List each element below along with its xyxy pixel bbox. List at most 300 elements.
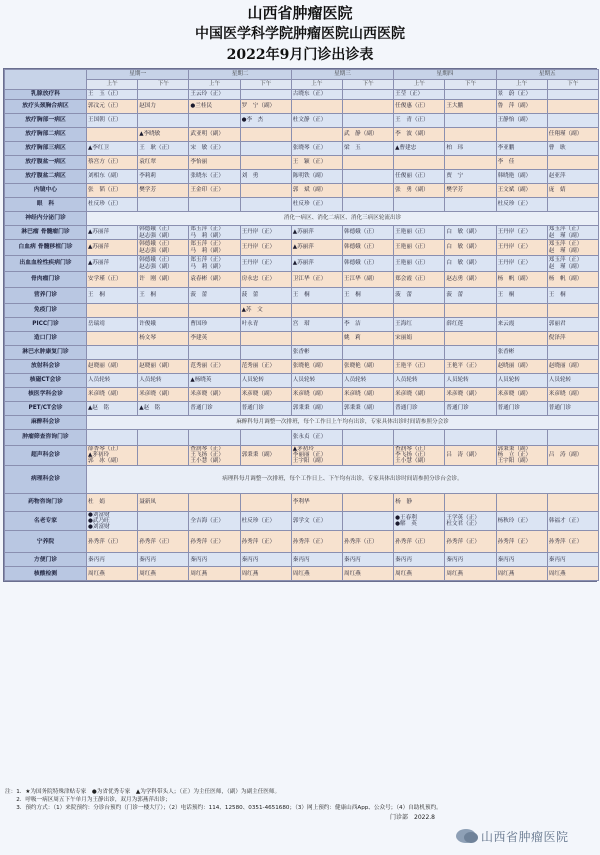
doctor-cell: 秦丙丙 — [189, 553, 240, 567]
doctor-cell — [394, 346, 445, 360]
doctor-cell: ▲赵 铭 — [138, 402, 189, 416]
doctor-cell: 米彦晓（副） — [291, 388, 342, 402]
doctor-cell: 郭 斌（副） — [291, 184, 342, 198]
half-header: 下午 — [240, 80, 291, 90]
doctor-cell: 赵亚萍 — [547, 170, 598, 184]
doctor-cell: 韩德娥（正） — [342, 240, 393, 256]
doctor-cell: 张香彬 — [291, 346, 342, 360]
doctor-cell — [240, 142, 291, 156]
doctor-cell: 张香彬 — [496, 346, 547, 360]
doctor-cell — [445, 430, 496, 446]
doctor-cell: 宫 瑁 — [291, 318, 342, 332]
doctor-cell: 赵晓丽（副） — [87, 360, 138, 374]
doctor-cell: 来云霞 — [496, 318, 547, 332]
wechat-badge — [456, 823, 596, 849]
doctor-cell: 王 耿（正） — [138, 142, 189, 156]
doctor-cell: 王静怡（副） — [496, 114, 547, 128]
doctor-cell: 杜反珍（正） — [87, 198, 138, 212]
doctor-cell: 李利华 — [291, 493, 342, 511]
doctor-cell: ▲苏丽萍 — [291, 256, 342, 272]
schedule-row — [5, 304, 599, 318]
doctor-cell: 杨秋玲（正） — [496, 511, 547, 531]
doctor-cell: 蔡宫方（正） — [87, 156, 138, 170]
schedule-row — [5, 511, 599, 531]
doctor-cell: 王艳丽（正） — [394, 226, 445, 240]
doctor-cell: 菠 蕾 — [189, 288, 240, 304]
doctor-cell: 王学英（正） 杜文君（正） — [445, 511, 496, 531]
doctor-cell — [445, 114, 496, 128]
doctor-cell — [291, 100, 342, 114]
department-name: 名老专家 — [5, 511, 87, 531]
half-header: 上午 — [189, 80, 240, 90]
doctor-cell — [240, 346, 291, 360]
doctor-cell: 秦丙丙 — [547, 553, 598, 567]
doctor-cell: 秦丙丙 — [240, 553, 291, 567]
footnote-line: 2．呼吸一病区周五下午单月为王静出诊，双月为郭燕萍出诊； — [5, 797, 171, 803]
doctor-cell: 吕 涛（副） — [547, 446, 598, 466]
doctor-cell — [138, 114, 189, 128]
doctor-cell: ▲苏丽萍 — [291, 240, 342, 256]
doctor-cell — [189, 304, 240, 318]
doctor-cell — [394, 198, 445, 212]
doctor-cell: 人员轮转 — [394, 374, 445, 388]
department-name: 核酸检测 — [5, 567, 87, 581]
department-name: 淋巴瘤 骨髓瘤门诊 — [5, 226, 87, 240]
doctor-cell — [189, 430, 240, 446]
doctor-cell — [138, 198, 189, 212]
doctor-cell: 张 韬（正） — [87, 184, 138, 198]
doctor-cell: 周红燕 — [87, 567, 138, 581]
doctor-cell: 王 桐 — [547, 288, 598, 304]
doctor-cell — [240, 128, 291, 142]
half-header: 下午 — [342, 80, 393, 90]
doctor-cell: 人员轮转 — [138, 374, 189, 388]
signature: 门诊部 2022.8 — [390, 814, 435, 821]
doctor-cell: 全吉海（正） — [189, 511, 240, 531]
doctor-cell: 薛杏琴（正） ▲茅初玲 郭 冰（副） — [87, 446, 138, 466]
doctor-cell: 孙秀萍（正） — [87, 531, 138, 553]
department-name: 白血病 骨髓移植门诊 — [5, 240, 87, 256]
doctor-cell: 张晓东（正） — [189, 170, 240, 184]
doctor-cell — [445, 128, 496, 142]
department-name: 放疗胸部三病区 — [5, 142, 87, 156]
doctor-cell: ●兰桂民 — [189, 100, 240, 114]
doctor-cell — [394, 430, 445, 446]
schedule-row — [5, 156, 599, 170]
schedule-title: 2022年9月门诊出诊表 — [226, 47, 374, 63]
schedule-row — [5, 318, 599, 332]
doctor-cell: 王 桐 — [291, 288, 342, 304]
doctor-cell: 庞 婧 — [547, 184, 598, 198]
half-day-header-row — [5, 80, 599, 90]
doctor-cell: 安学瑾（正） — [87, 272, 138, 288]
schedule-row — [5, 184, 599, 198]
doctor-cell: 刘 勇 — [240, 170, 291, 184]
doctor-cell: 王丹岸（正） — [240, 226, 291, 240]
weekday-header: 星期四 — [394, 70, 496, 80]
doctor-cell: ●刘富财 ●武乃旺 ●刘富财 — [87, 511, 138, 531]
doctor-cell: 孙秀萍（正） — [189, 531, 240, 553]
department-name: 营养门诊 — [5, 288, 87, 304]
half-header: 下午 — [445, 80, 496, 90]
doctor-cell — [240, 430, 291, 446]
doctor-cell: 周红燕 — [342, 567, 393, 581]
doctor-cell: 孙秀萍（正） — [342, 531, 393, 553]
doctor-cell: 倪泽萍 — [547, 332, 598, 346]
doctor-cell: 刘相东（副） — [87, 170, 138, 184]
doctor-cell: 王艳丽（正） — [394, 256, 445, 272]
department-name: 核磁CT会诊 — [5, 374, 87, 388]
doctor-cell: 人员轮转 — [291, 374, 342, 388]
half-header: 下午 — [138, 80, 189, 90]
doctor-cell — [87, 346, 138, 360]
schedule-row — [5, 288, 599, 304]
schedule-row — [5, 256, 599, 272]
doctor-cell — [189, 198, 240, 212]
weekday-header-row — [5, 70, 599, 80]
department-name: 放疗腹盆二病区 — [5, 170, 87, 184]
doctor-cell — [240, 332, 291, 346]
doctor-cell: 任翔瑾（副） — [547, 128, 598, 142]
doctor-cell: 米彦晓（副） — [240, 388, 291, 402]
doctor-cell — [240, 90, 291, 100]
doctor-cell — [189, 493, 240, 511]
doctor-cell: 樊学芳 — [445, 184, 496, 198]
schedule-row — [5, 360, 599, 374]
doctor-cell — [138, 511, 189, 531]
half-header: 上午 — [87, 80, 138, 90]
doctor-cell: 任俊丽（正） — [394, 170, 445, 184]
department-name: 骨肉瘤门诊 — [5, 272, 87, 288]
doctor-cell: 贾 宁 — [445, 170, 496, 184]
weekday-header: 星期五 — [496, 70, 598, 80]
doctor-cell: ▲苏 文 — [240, 304, 291, 318]
doctor-cell: 普通门诊 — [189, 402, 240, 416]
doctor-cell: 景 蔚（正） — [496, 90, 547, 100]
doctor-cell: 杨 帆（副） — [547, 272, 598, 288]
doctor-cell — [342, 184, 393, 198]
doctor-cell — [138, 304, 189, 318]
doctor-cell — [547, 100, 598, 114]
schedule-row — [5, 402, 599, 416]
doctor-cell: 人员轮转 — [547, 374, 598, 388]
doctor-cell — [189, 346, 240, 360]
doctor-cell: 韩福才（正） — [547, 511, 598, 531]
doctor-cell: ▲杨晓英 — [189, 374, 240, 388]
schedule-row — [5, 226, 599, 240]
schedule-row — [5, 388, 599, 402]
doctor-cell: ●李 杰 — [240, 114, 291, 128]
doctor-cell: 周红燕 — [138, 567, 189, 581]
department-name: 药物咨询门诊 — [5, 493, 87, 511]
doctor-cell: 菠 蕾 — [445, 288, 496, 304]
merged-note-cell: 消化一病区、消化二病区、消化三病区轮流出诊 — [87, 212, 599, 226]
doctor-cell — [496, 304, 547, 318]
doctor-cell — [342, 170, 393, 184]
doctor-cell: 李怡丽 — [189, 156, 240, 170]
doctor-cell: 王丹岸（正） — [496, 226, 547, 240]
doctor-cell: ●王春利 ●解 英 — [394, 511, 445, 531]
doctor-cell: 王莹（正） — [394, 90, 445, 100]
doctor-cell: 人员轮转 — [87, 374, 138, 388]
schedule-row — [5, 100, 599, 114]
doctor-cell: 郭丽君 — [547, 318, 598, 332]
department-name: 放疗腹盆一病区 — [5, 156, 87, 170]
doctor-cell: 赵晓丽（副） — [547, 360, 598, 374]
doctor-cell — [342, 511, 393, 531]
doctor-cell: 普通门诊 — [240, 402, 291, 416]
department-name: 核医学科会诊 — [5, 388, 87, 402]
doctor-cell — [445, 198, 496, 212]
schedule-row — [5, 446, 599, 466]
doctor-cell: 周红燕 — [496, 567, 547, 581]
doctor-cell: 郭秉秉（副） — [342, 402, 393, 416]
hospital-full-name: 中国医学科学院肿瘤医院山西医院 — [195, 26, 405, 42]
doctor-cell: 米彦晓（副） — [138, 388, 189, 402]
doctor-cell: 秦丙丙 — [87, 553, 138, 567]
doctor-cell: 米彦晓（副） — [87, 388, 138, 402]
doctor-cell: 韩德娥（正） 赵志强（副） — [138, 256, 189, 272]
doctor-cell — [445, 332, 496, 346]
doctor-cell — [87, 332, 138, 346]
doctor-cell: 周红燕 — [547, 567, 598, 581]
doctor-cell: 郭汶元（正） — [87, 100, 138, 114]
title-block — [0, 0, 600, 68]
schedule-row — [5, 142, 599, 156]
doctor-cell: 周红燕 — [394, 567, 445, 581]
doctor-cell: 普通门诊 — [547, 402, 598, 416]
half-header: 上午 — [394, 80, 445, 90]
doctor-cell: 人员轮转 — [342, 374, 393, 388]
doctor-cell: 张永贞（正） — [291, 430, 342, 446]
doctor-cell — [445, 493, 496, 511]
schedule-row — [5, 240, 599, 256]
doctor-cell: 李 洁 — [342, 318, 393, 332]
doctor-cell — [547, 430, 598, 446]
doctor-cell — [547, 493, 598, 511]
merged-note-cell: 麻醉科每月调整一次排班，每个工作日上午均有出诊，专家具体出诊时间请参照分会诊 — [87, 416, 599, 430]
schedule-row — [5, 374, 599, 388]
doctor-cell — [342, 430, 393, 446]
doctor-cell — [547, 156, 598, 170]
doctor-cell: 韩德娥（正） — [342, 256, 393, 272]
doctor-cell — [138, 90, 189, 100]
weekday-header: 星期二 — [189, 70, 291, 80]
doctor-cell: 王国朝（正） — [87, 114, 138, 128]
doctor-cell: 周红燕 — [445, 567, 496, 581]
doctor-cell: 人员轮转 — [496, 374, 547, 388]
footnote-line: 3．预约方式：（1）来院预约：分诊台预约（门诊一楼大厅）；（2）电话预约：114、12580、0351-4651680；（3）网上预约：健康山西App、公众号；（4）自助机预约。 — [5, 805, 442, 811]
doctor-cell: 郑玉萍（正） 赵 瑾（副） — [547, 226, 598, 240]
department-name: 出血血栓性疾病门诊 — [5, 256, 87, 272]
schedule-row — [5, 531, 599, 553]
doctor-cell: 郭秉秉（副） — [240, 446, 291, 466]
doctor-cell: 李 佳 — [496, 156, 547, 170]
doctor-cell — [342, 198, 393, 212]
doctor-cell — [87, 128, 138, 142]
doctor-cell — [394, 156, 445, 170]
department-name: 超声科会诊 — [5, 446, 87, 466]
doctor-cell: 查润琴（正） 李飞扬（正） 王小慧（副） — [394, 446, 445, 466]
doctor-cell — [240, 493, 291, 511]
department-name: PICC门诊 — [5, 318, 87, 332]
doctor-cell — [342, 446, 393, 466]
doctor-cell: 陈明铁（副） — [291, 170, 342, 184]
wechat-icon — [456, 829, 476, 843]
doctor-cell — [496, 430, 547, 446]
doctor-cell: 王 桐 — [87, 288, 138, 304]
doctor-cell — [547, 114, 598, 128]
doctor-cell: 王 玉（正） — [87, 90, 138, 100]
doctor-cell — [342, 100, 393, 114]
weekday-header: 星期三 — [291, 70, 393, 80]
doctor-cell: 郑玉萍（正） 赵 瑾（副） — [547, 256, 598, 272]
doctor-cell: 孙秀萍（正） — [138, 531, 189, 553]
schedule-row — [5, 272, 599, 288]
doctor-cell: 王丹岸（正） — [496, 240, 547, 256]
doctor-cell: 赵晓丽（副） — [138, 360, 189, 374]
weekday-header: 星期一 — [87, 70, 189, 80]
doctor-cell — [496, 493, 547, 511]
schedule-row — [5, 430, 599, 446]
schedule-table-wrapper — [3, 68, 597, 582]
doctor-cell: ▲苏丽萍 — [87, 226, 138, 240]
doctor-cell — [342, 304, 393, 318]
doctor-cell — [240, 198, 291, 212]
doctor-cell: 郑玉萍（正） 马 莉（副） — [189, 240, 240, 256]
department-name: PET/CT会诊 — [5, 402, 87, 416]
hospital-name: 山西省肿瘤医院 — [247, 4, 353, 22]
doctor-cell: 王丹岸（正） — [240, 256, 291, 272]
doctor-cell: ▲苏丽萍 — [87, 240, 138, 256]
doctor-cell: 姚 莉 — [342, 332, 393, 346]
schedule-row — [5, 90, 599, 100]
doctor-cell — [547, 346, 598, 360]
doctor-cell: 李亚鹏 — [496, 142, 547, 156]
doctor-cell: ▲李晓敏 — [138, 128, 189, 142]
doctor-cell: 武亚明（副） — [189, 128, 240, 142]
doctor-cell — [342, 90, 393, 100]
schedule-row — [5, 346, 599, 360]
badge-text: 山西省肿瘤医院 — [481, 829, 569, 844]
doctor-cell: ▲茅初玲 李丽丽（正） 王宇阳（副） — [291, 446, 342, 466]
doctor-cell: 王丹岸（正） — [240, 240, 291, 256]
doctor-cell — [342, 346, 393, 360]
schedule-row — [5, 212, 599, 226]
doctor-cell: 韩德娥（正） 赵志强（副） — [138, 240, 189, 256]
doctor-cell: 王江华（副） — [342, 272, 393, 288]
doctor-cell: 鲁 萍（副） — [496, 100, 547, 114]
doctor-cell — [87, 430, 138, 446]
doctor-cell: 曹国珍 — [189, 318, 240, 332]
doctor-cell: 杨 帆（副） — [496, 272, 547, 288]
schedule-row — [5, 493, 599, 511]
doctor-cell: 秦丙丙 — [394, 553, 445, 567]
doctor-cell: ▲苏丽萍 — [87, 256, 138, 272]
schedule-row — [5, 198, 599, 212]
schedule-row — [5, 128, 599, 142]
footnote-line: 注：1．★为国务院特殊津贴专家 ●为省优秀专家 ▲为学科带头人；（正）为主任医师，（副）为副主任医师。 — [5, 789, 281, 795]
doctor-cell: 李莉莉 — [138, 170, 189, 184]
doctor-cell — [547, 198, 598, 212]
footnotes — [3, 788, 597, 812]
department-name: 方便门诊 — [5, 553, 87, 567]
doctor-cell: 李 波（副） — [394, 128, 445, 142]
doctor-cell — [342, 114, 393, 128]
doctor-cell — [342, 493, 393, 511]
doctor-cell: 叶永青 — [240, 318, 291, 332]
doctor-cell: 罗 宁（副） — [240, 100, 291, 114]
doctor-cell: 菠 蕾 — [394, 288, 445, 304]
department-name: 放疗胸部二病区 — [5, 128, 87, 142]
doctor-cell: 张晓艳（副） — [342, 360, 393, 374]
corner-cell — [5, 70, 87, 90]
doctor-cell: 王金印（正） — [189, 184, 240, 198]
department-name: 内镜中心 — [5, 184, 87, 198]
doctor-cell: 秦丙丙 — [342, 553, 393, 567]
doctor-cell: 秦丙丙 — [138, 553, 189, 567]
doctor-cell: 郑玉萍（正） 马 莉（副） — [189, 226, 240, 240]
department-name: 乳腺放疗科 — [5, 90, 87, 100]
doctor-cell — [496, 128, 547, 142]
doctor-cell: 薛红莲 — [445, 318, 496, 332]
department-name: 放疗头颈胸合病区 — [5, 100, 87, 114]
doctor-cell: 古晓东（正） — [291, 90, 342, 100]
doctor-cell: ▲李红卫 — [87, 142, 138, 156]
doctor-cell: 张 勇（副） — [394, 184, 445, 198]
doctor-cell: 郭秉秉（副） 杨 立（正） 王宇阳（副） — [496, 446, 547, 466]
doctor-cell — [394, 304, 445, 318]
doctor-cell: 郭学文（正） — [291, 511, 342, 531]
doctor-cell: 杜反珍（正） — [496, 198, 547, 212]
department-name: 宁养院 — [5, 531, 87, 553]
half-header: 下午 — [547, 80, 598, 90]
doctor-cell: 许 刚（副） — [138, 272, 189, 288]
doctor-cell: 李建英 — [189, 332, 240, 346]
doctor-cell — [547, 90, 598, 100]
department-name: 淋巴水肿康复门诊 — [5, 346, 87, 360]
department-name: 造口门诊 — [5, 332, 87, 346]
doctor-cell: 岳瑞靖 — [87, 318, 138, 332]
doctor-cell — [291, 128, 342, 142]
doctor-cell: 王海红 — [394, 318, 445, 332]
schedule-row — [5, 114, 599, 128]
doctor-cell: 曹 耿 — [547, 142, 598, 156]
doctor-cell: 周红燕 — [240, 567, 291, 581]
doctor-cell: 米彦晓（副） — [394, 388, 445, 402]
doctor-cell: 普通门诊 — [496, 402, 547, 416]
schedule-row — [5, 332, 599, 346]
doctor-cell: 郭秉秉（副） — [291, 402, 342, 416]
doctor-cell: 孙秀萍（正） — [445, 531, 496, 553]
doctor-cell: 宋丽娟 — [394, 332, 445, 346]
doctor-cell — [240, 184, 291, 198]
doctor-cell: 吕 涛（副） — [445, 446, 496, 466]
doctor-cell: ▲赵 铭 — [87, 402, 138, 416]
department-name: 放疗胸部一病区 — [5, 114, 87, 128]
schedule-row — [5, 465, 599, 493]
schedule-row — [5, 170, 599, 184]
doctor-cell: 张晓琴（正） — [291, 142, 342, 156]
doctor-cell: 范秀丽（正） — [189, 360, 240, 374]
doctor-cell: 赵志勇（副） — [445, 272, 496, 288]
department-name: 肿瘤筛查咨询门诊 — [5, 430, 87, 446]
doctor-cell: 菠 蕾 — [240, 288, 291, 304]
doctor-cell: 秦丙丙 — [445, 553, 496, 567]
schedule-row — [5, 416, 599, 430]
doctor-cell: 宋 敏（正） — [189, 142, 240, 156]
doctor-cell — [138, 346, 189, 360]
